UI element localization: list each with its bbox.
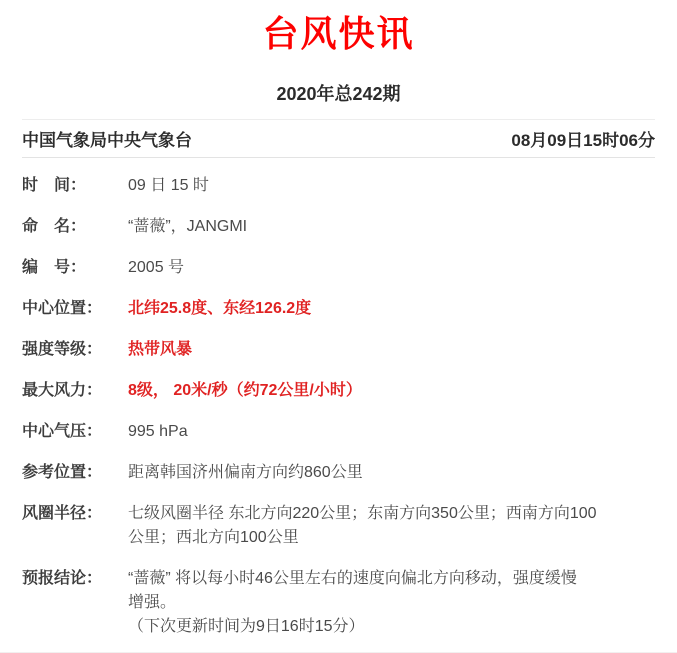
field-value (128, 567, 655, 639)
issue-datetime: 08月09日15时06分 (511, 131, 655, 150)
field-row-max-wind (22, 379, 655, 403)
issue-number: 2020年总242期 (276, 84, 401, 104)
header-bar (22, 119, 655, 158)
agency-name: 中国气象局中央气象台 (22, 131, 192, 150)
field-label: 参考位置： (22, 464, 103, 481)
value-line: 增强。 (128, 594, 177, 611)
field-label: 中心位置： (22, 300, 103, 317)
value-line: 公里；西北方向100公里 (128, 529, 299, 546)
field-label: 命 名： (22, 218, 87, 235)
field-row-forecast-conclusion (22, 567, 655, 639)
field-value: 距离韩国济州偏南方向约860公里 (128, 464, 363, 481)
field-row-reference-position (22, 461, 655, 485)
field-row-number (22, 256, 655, 280)
value-line: 七级风圈半径 东北方向220公里；东南方向350公里；西南方向100 (128, 505, 597, 522)
field-row-name (22, 215, 655, 239)
field-value-highlighted: 8级， 20米/秒（约72公里/小时） (128, 382, 362, 399)
page-title: 台风快讯 (262, 13, 415, 54)
field-row-time (22, 174, 655, 198)
value-line: （下次更新时间为9日16时15分） (128, 618, 365, 635)
field-row-intensity-level (22, 338, 655, 362)
field-label: 中心气压： (22, 423, 103, 440)
field-value-highlighted: 北纬25.8度、东经126.2度 (128, 300, 312, 317)
field-value: 09 日 15 时 (128, 177, 209, 194)
field-value: “蔷薇”，JANGMI (128, 218, 248, 235)
field-value-highlighted: 热带风暴 (128, 341, 193, 358)
field-value: 2005 号 (128, 259, 185, 276)
field-value (128, 502, 655, 550)
field-row-center-position (22, 297, 655, 321)
value-line: “蔷薇” 将以每小时46公里左右的速度向偏北方向移动，强度缓慢 (128, 570, 577, 587)
field-label: 编 号： (22, 259, 87, 276)
field-list (22, 174, 655, 639)
field-label: 最大风力： (22, 382, 103, 399)
field-label: 预报结论： (22, 570, 103, 587)
field-value: 995 hPa (128, 423, 188, 440)
field-label: 时 间： (22, 177, 87, 194)
field-row-wind-circle-radius (22, 502, 655, 550)
field-label: 强度等级： (22, 341, 103, 358)
field-row-central-pressure (22, 420, 655, 444)
field-label: 风圈半径： (22, 505, 103, 522)
